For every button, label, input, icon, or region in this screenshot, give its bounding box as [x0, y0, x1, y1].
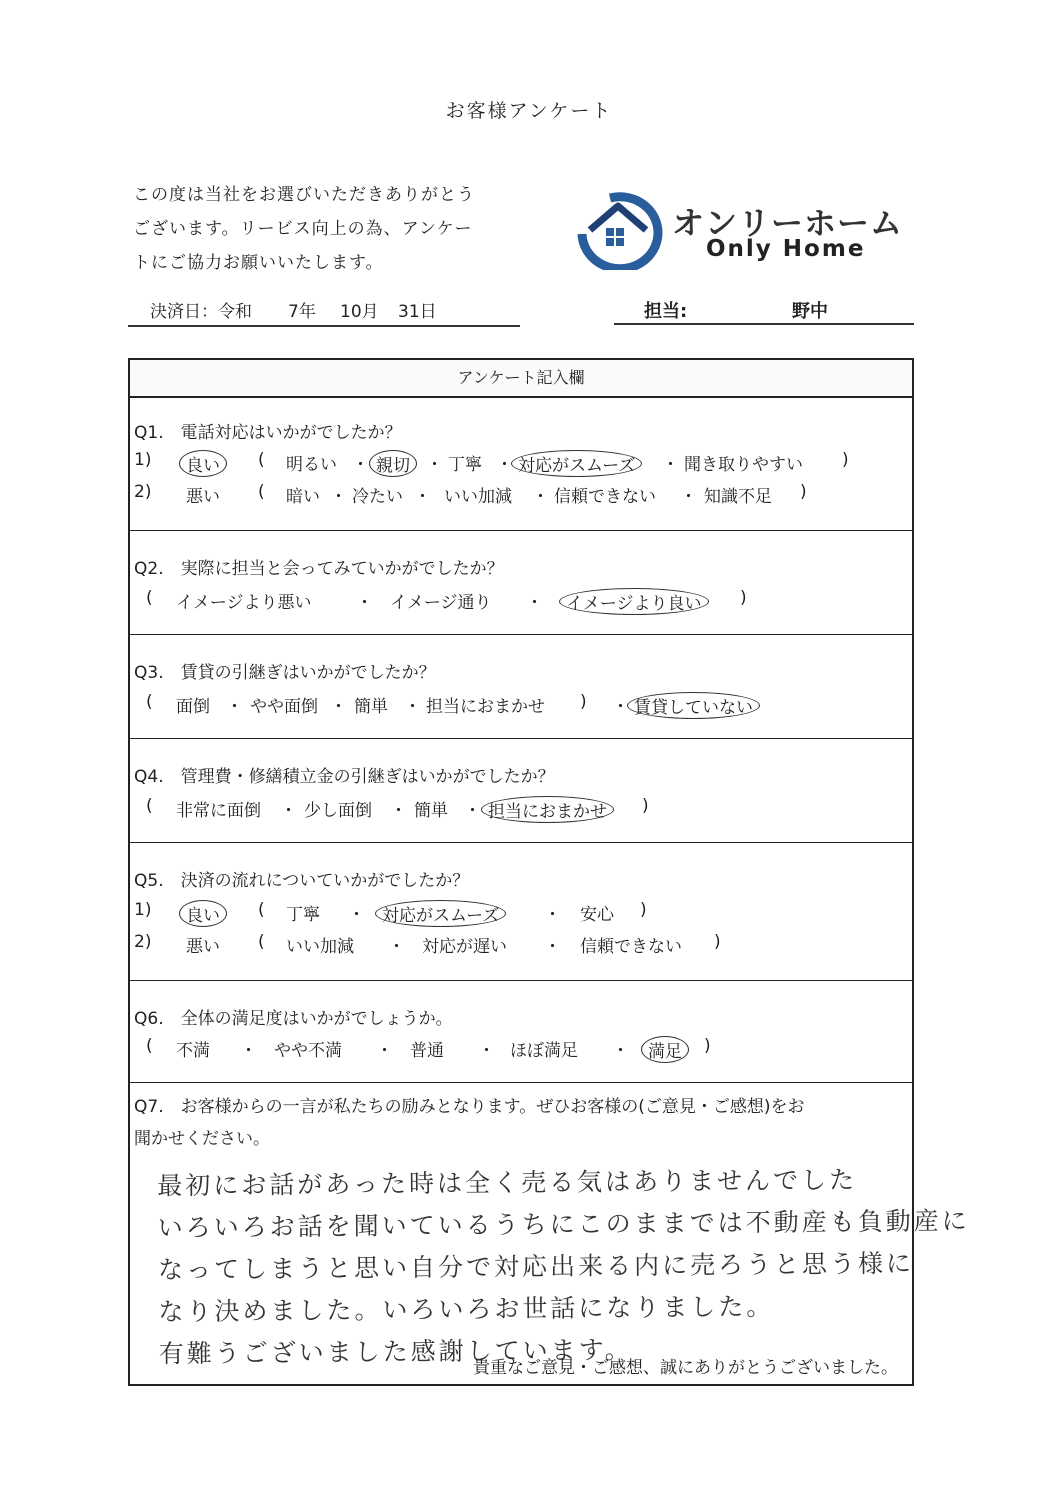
option-good-selected: 良い — [179, 900, 227, 927]
question-text: Q7. お客様からの一言が私たちの励みとなります。ぜひお客様の(ご意見・ご感想)をお — [134, 1097, 805, 1117]
question-7 — [130, 1082, 970, 1384]
separator: ・ — [612, 697, 629, 717]
payment-date — [128, 297, 520, 327]
answer-row-bad — [134, 932, 904, 958]
question-2 — [130, 530, 912, 635]
staff-name: 野中 — [792, 301, 828, 322]
handwriting-line: なり決めました。いろいろお世話になりました。 — [158, 1291, 775, 1327]
option: 不満 — [176, 1041, 210, 1061]
row-number: 2) — [134, 932, 152, 952]
paren: ) — [642, 796, 649, 816]
option: 暗い — [286, 487, 320, 507]
separator: ・ — [330, 697, 347, 717]
question-text: Q2. 実際に担当と会ってみていかがでしたか？ — [134, 559, 504, 579]
option-selected: イメージより良い — [559, 588, 709, 615]
question-text: Q6. 全体の満足度はいかがでしょうか。 — [134, 1009, 453, 1029]
option: 丁寧 — [286, 905, 320, 925]
paren: ( — [258, 450, 265, 470]
intro-line: トにご協力お願いいたします。 — [133, 253, 384, 273]
separator: ・ — [404, 697, 421, 717]
answer-row — [134, 1036, 904, 1062]
separator: ・ — [544, 937, 561, 957]
question-1 — [130, 396, 912, 531]
paren: ) — [580, 692, 587, 712]
option-selected: 担当におまかせ — [481, 796, 614, 823]
paren: ) — [704, 1036, 711, 1056]
option: 信頼できない — [580, 937, 682, 957]
form-header: アンケート記入欄 — [130, 360, 912, 398]
separator: ・ — [376, 1041, 393, 1061]
separator: ・ — [662, 455, 679, 475]
intro-line: この度は当社をお選びいただきありがとう — [133, 185, 475, 205]
option: 少し面倒 — [304, 801, 372, 821]
option: 簡単 — [354, 697, 388, 717]
option-bad: 悪い — [186, 937, 220, 957]
paren: ) — [714, 932, 721, 952]
option: 担当におまかせ — [426, 697, 545, 717]
date-month: 10月 — [340, 302, 379, 322]
answer-row-good — [134, 900, 904, 926]
option-selected: 親切 — [369, 450, 417, 477]
question-text-cont: 聞かせください。 — [134, 1129, 270, 1149]
question-text: Q5. 決済の流れについていかがでしたか？ — [134, 871, 470, 891]
separator: ・ — [680, 487, 697, 507]
option-selected: 対応がスムーズ — [375, 900, 506, 927]
answer-row-good — [134, 450, 904, 476]
question-6 — [130, 980, 912, 1083]
option: 信頼できない — [554, 487, 656, 507]
intro-text — [133, 178, 533, 280]
staff-label: 担当: — [644, 301, 688, 322]
handwriting-line: 有難うございました感謝しています。 — [158, 1335, 633, 1369]
separator: ・ — [330, 487, 347, 507]
paren: ) — [740, 588, 747, 608]
option: いい加減 — [444, 487, 512, 507]
answer-row — [134, 796, 904, 822]
house-logo-icon — [568, 190, 668, 270]
date-day: 31日 — [398, 302, 437, 322]
separator: ・ — [426, 455, 443, 475]
page-title: お客様アンケート — [445, 100, 613, 122]
separator: ・ — [544, 905, 561, 925]
option: 冷たい — [352, 487, 403, 507]
paren: ) — [640, 900, 647, 920]
date-year: 7年 — [288, 302, 316, 322]
option-bad: 悪い — [186, 487, 220, 507]
paren: ( — [146, 1036, 153, 1056]
option: イメージ通り — [390, 593, 492, 613]
row-number: 1) — [134, 450, 152, 470]
paren: ) — [800, 482, 807, 502]
staff-field — [614, 297, 914, 325]
question-3 — [130, 634, 912, 739]
option: 簡単 — [414, 801, 448, 821]
separator: ・ — [280, 801, 297, 821]
paren: ( — [146, 588, 153, 608]
separator: ・ — [390, 801, 407, 821]
separator: ・ — [240, 1041, 257, 1061]
separator: ・ — [612, 1041, 629, 1061]
handwriting-line: 最初にお話があった時は全く売る気はありませんでした — [157, 1165, 858, 1201]
paren: ( — [146, 692, 153, 712]
logo-english: Only Home — [706, 236, 866, 262]
separator: ・ — [356, 593, 373, 613]
option: 非常に面倒 — [176, 801, 261, 821]
option: 普通 — [410, 1041, 444, 1061]
option-selected: 対応がスムーズ — [511, 450, 642, 477]
separator: ・ — [478, 1041, 495, 1061]
option: 面倒 — [176, 697, 210, 717]
paren: ( — [258, 900, 265, 920]
answer-row-bad — [134, 482, 904, 508]
option: やや不満 — [274, 1041, 342, 1061]
paren: ( — [258, 482, 265, 502]
question-4 — [130, 738, 912, 843]
intro-line: ございます。リービス向上の為、アンケー — [133, 219, 473, 239]
date-label: 決済日：令和 — [150, 302, 252, 322]
separator: ・ — [226, 697, 243, 717]
option-good-selected: 良い — [179, 450, 227, 477]
option: 知識不足 — [704, 487, 772, 507]
paren: ) — [842, 450, 849, 470]
option: 明るい — [286, 455, 337, 475]
closing-message: 貴重なご意見・ご感想、誠にありがとうございました。 — [473, 1358, 898, 1378]
question-text: Q1. 電話対応はいかがでしたか？ — [134, 423, 402, 443]
company-logo — [568, 190, 908, 270]
handwriting-line: いろいろお話を聞いているうちにこのままでは不動産も負動産に — [157, 1206, 970, 1243]
paren: ( — [258, 932, 265, 952]
option-selected: 満足 — [641, 1036, 689, 1063]
separator: ・ — [414, 487, 431, 507]
row-number: 1) — [134, 900, 152, 920]
paren: ( — [146, 796, 153, 816]
question-5 — [130, 842, 912, 981]
option: 対応が遅い — [422, 937, 507, 957]
survey-form — [128, 358, 970, 1386]
separator: ・ — [388, 937, 405, 957]
row-number: 2) — [134, 482, 152, 502]
option: ほぼ満足 — [510, 1041, 578, 1061]
separator: ・ — [352, 455, 369, 475]
logo-japanese: オンリーホーム — [672, 204, 904, 242]
answer-row — [134, 692, 904, 718]
option-selected: 賃貸していない — [627, 692, 760, 719]
option: やや面倒 — [250, 697, 318, 717]
handwriting-line: なってしまうと思い自分で対応出来る内に売ろうと思う様に — [157, 1248, 915, 1285]
option: いい加減 — [286, 937, 354, 957]
option: イメージより悪い — [176, 593, 312, 613]
separator: ・ — [526, 593, 543, 613]
handwritten-comment — [157, 1159, 970, 1376]
option: 安心 — [580, 905, 614, 925]
option: 聞き取りやすい — [684, 455, 803, 475]
question-text: Q4. 管理費・修繕積立金の引継ぎはいかがでしたか？ — [134, 767, 555, 787]
separator: ・ — [496, 455, 513, 475]
option: 丁寧 — [448, 455, 482, 475]
separator: ・ — [464, 801, 481, 821]
separator: ・ — [532, 487, 549, 507]
answer-row — [134, 588, 904, 614]
question-text: Q3. 賃貸の引継ぎはいかがでしたか？ — [134, 663, 436, 683]
separator: ・ — [348, 905, 365, 925]
